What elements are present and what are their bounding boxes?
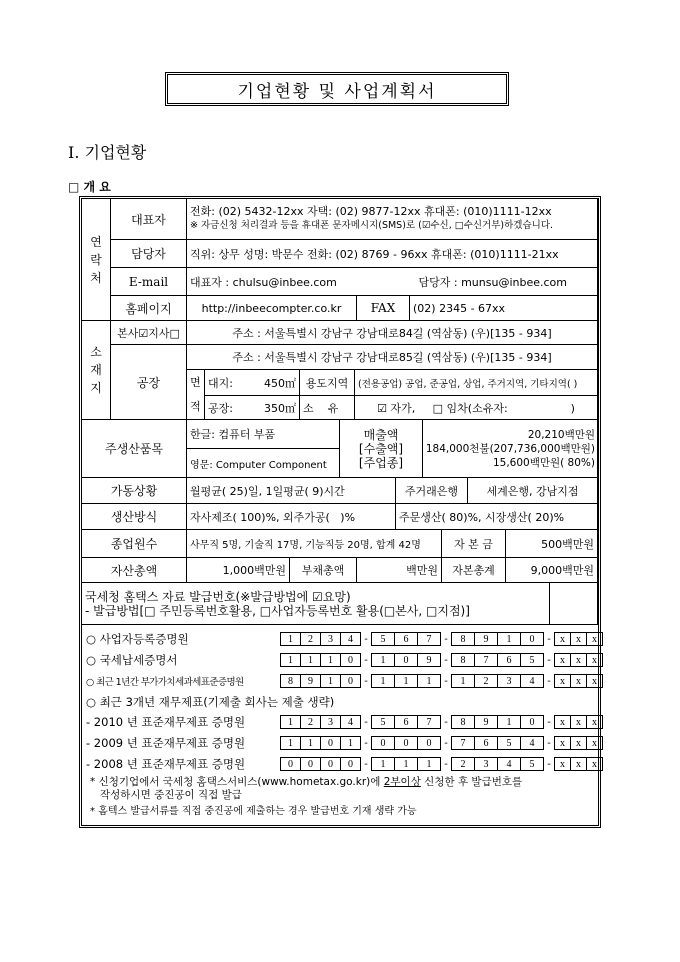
digit-box[interactable]: x <box>592 633 597 645</box>
label-char: 소 <box>90 345 102 359</box>
issue-number-field[interactable] <box>280 631 603 647</box>
location-group-label <box>82 321 111 420</box>
digit-box[interactable]: 9 <box>475 633 498 645</box>
product-label: 주생산품목 <box>82 420 187 478</box>
fax-label: FAX <box>357 296 410 321</box>
dash-separator: - <box>547 633 551 645</box>
digit-group <box>280 632 361 646</box>
ownership-value[interactable]: ☑ 자가, □ 임차(소유자: ) <box>355 396 598 420</box>
digit-box[interactable]: 1 <box>321 675 341 687</box>
digit-group <box>371 757 441 771</box>
factory-area <box>205 396 300 420</box>
debt-value[interactable]: 백만원 <box>357 558 442 583</box>
production-value[interactable]: 자사제조( 100)%, 외주가공( )% <box>187 504 396 530</box>
digit-box[interactable]: 1 <box>372 654 395 666</box>
label-char: 재 <box>90 363 102 377</box>
digit-box[interactable]: 1 <box>452 675 475 687</box>
digit-box[interactable]: 0 <box>529 633 535 645</box>
digit-box[interactable]: x <box>571 654 587 666</box>
sms-consent[interactable]: ※ 자금신청 처리결과 등을 휴대폰 문자메시지(SMS)로 (☑수신, □수신거부)하겠습니다. <box>190 220 554 231</box>
land-area <box>205 370 300 396</box>
digit-box[interactable]: 5 <box>529 654 535 666</box>
ownership-label: 소 유 <box>300 396 355 420</box>
dash-separator: - <box>364 758 368 770</box>
digit-group <box>280 736 361 750</box>
digit-box[interactable]: x <box>592 758 597 770</box>
digit-box[interactable]: 4 <box>529 737 535 749</box>
dash-separator: - <box>444 675 448 687</box>
digit-box[interactable]: 5 <box>529 758 535 770</box>
digit-group <box>280 674 361 688</box>
doc-row-label: ○ 최근 1년간 부가가치세과세표준증명원 <box>86 677 244 688</box>
digit-box[interactable]: 1 <box>426 758 432 770</box>
factory-area-label: 공장: <box>208 401 233 415</box>
dash-separator: - <box>364 675 368 687</box>
digit-box[interactable]: x <box>592 675 597 687</box>
digit-box[interactable]: 2 <box>301 716 321 728</box>
factory-address[interactable]: 주소 : 서울특별시 강남구 강남대로85길 (역삼동) (우)[135 - 934] <box>187 345 598 370</box>
digit-box[interactable]: 0 <box>348 758 353 770</box>
digit-box[interactable]: 5 <box>372 633 395 645</box>
digit-box[interactable]: 1 <box>321 654 341 666</box>
equity-label: 자본총계 <box>442 558 506 583</box>
equity-value[interactable]: 9,000백만원 <box>506 558 598 583</box>
digit-box[interactable]: 0 <box>321 758 341 770</box>
doc-row-label: ○ 최근 3개년 재무제표(기제출 회사는 제출 생략) <box>86 695 335 709</box>
digit-box[interactable]: 1 <box>281 633 301 645</box>
issue-number-field[interactable] <box>280 756 603 772</box>
digit-box[interactable]: x <box>592 654 597 666</box>
digit-box[interactable]: 4 <box>498 758 521 770</box>
issue-number-field[interactable] <box>280 735 603 751</box>
digit-group <box>371 736 441 750</box>
debt-label: 부채총액 <box>290 558 357 583</box>
digit-box[interactable]: x <box>555 633 571 645</box>
doc-row-label: ○ 국세납세증명서 <box>86 653 178 667</box>
digit-box[interactable]: 6 <box>475 737 498 749</box>
digit-group <box>451 757 544 771</box>
product-korean[interactable]: 한글: 컴퓨터 부품 <box>187 420 340 449</box>
doc-row-label: - 2008 년 표준재무제표 증명원 <box>86 757 246 771</box>
digit-group <box>554 757 603 771</box>
digit-box[interactable]: 0 <box>301 758 321 770</box>
issue-number-field[interactable] <box>280 714 603 730</box>
dash-separator: - <box>364 654 368 666</box>
product-english[interactable]: 영문: Computer Component <box>187 449 340 478</box>
employees-label: 종업원수 <box>82 530 187 558</box>
digit-box[interactable]: 2 <box>475 675 498 687</box>
empty-cell <box>550 583 598 625</box>
digit-box[interactable]: 0 <box>348 654 353 666</box>
digit-box[interactable]: 3 <box>321 633 341 645</box>
zone-label: 용도지역 <box>300 370 355 396</box>
digit-box[interactable]: 2 <box>452 758 475 770</box>
hq-branch-checkbox[interactable]: 본사☑지사□ <box>111 321 187 345</box>
email-manager[interactable]: 담당자 : munsu@inbee.com <box>418 275 567 289</box>
digit-box[interactable]: 8 <box>452 633 475 645</box>
digit-box[interactable]: 1 <box>281 654 301 666</box>
label-char: 락 <box>90 252 102 267</box>
note-underline: 2부이상 <box>383 776 421 788</box>
main-industry-value[interactable]: 15,600백만원( 80%) <box>492 456 595 469</box>
dash-separator: - <box>547 675 551 687</box>
capital-label: 자 본 금 <box>442 530 506 558</box>
document-title: 기업현황 및 사업계획서 <box>165 72 509 106</box>
digit-box[interactable]: 0 <box>321 737 341 749</box>
sales-labels <box>340 420 423 478</box>
digit-box[interactable]: 5 <box>372 716 395 728</box>
digit-group <box>451 674 544 688</box>
digit-group <box>280 715 361 729</box>
rep-contact <box>187 199 598 240</box>
digit-box[interactable]: x <box>571 716 587 728</box>
digit-box[interactable]: 6 <box>498 654 521 666</box>
issue-number-field[interactable] <box>280 652 603 668</box>
digit-group <box>371 632 441 646</box>
capital-value[interactable]: 500백만원 <box>506 530 598 558</box>
operation-value[interactable]: 월평균( 25)일, 1일평균( 9)시간 <box>187 478 396 504</box>
digit-box[interactable]: 1 <box>498 633 521 645</box>
digit-box[interactable]: 1 <box>301 654 321 666</box>
digit-group <box>451 715 544 729</box>
digit-box[interactable]: 1 <box>281 737 301 749</box>
email-value <box>187 268 598 296</box>
doc-row-label: ○ 사업자등록증명원 <box>86 632 189 646</box>
dash-separator: - <box>547 716 551 728</box>
fax-value[interactable]: (02) 2345 - 67xx <box>410 296 598 321</box>
dash-separator: - <box>444 716 448 728</box>
digit-box[interactable]: 8 <box>281 675 301 687</box>
rep-phones: 전화: (02) 5432-12xx 자택: (02) 9877-12xx 휴대폰: (010)1111-12xx <box>190 205 552 218</box>
doc-row-label: - 2010 년 표준재무제표 증명원 <box>86 715 246 729</box>
contact-group-label <box>82 199 111 321</box>
export-value[interactable]: 184,000천불(207,736,000백만원) <box>425 442 595 455</box>
digit-box[interactable]: 9 <box>426 654 432 666</box>
manager-label: 담당자 <box>111 240 187 268</box>
digit-box[interactable]: 6 <box>395 633 418 645</box>
digit-group <box>371 674 441 688</box>
digit-box[interactable]: x <box>555 654 571 666</box>
production-label: 생산방식 <box>82 504 187 530</box>
label-char: 연 <box>90 234 102 249</box>
email-rep[interactable]: 대표자 : chulsu@inbee.com <box>190 275 337 289</box>
digit-box[interactable]: 4 <box>529 675 535 687</box>
digit-box[interactable]: 5 <box>498 737 521 749</box>
sales-values <box>423 420 598 478</box>
digit-box[interactable]: 4 <box>348 716 353 728</box>
note-1 <box>90 776 522 802</box>
digit-box[interactable]: 1 <box>372 758 395 770</box>
digit-box[interactable]: 1 <box>301 737 321 749</box>
digit-box[interactable]: x <box>555 716 571 728</box>
digit-group <box>554 632 603 646</box>
digit-group <box>371 653 441 667</box>
digit-group <box>280 653 361 667</box>
digit-box[interactable]: 1 <box>395 675 418 687</box>
digit-box[interactable]: 0 <box>529 716 535 728</box>
digit-box[interactable]: 9 <box>301 675 321 687</box>
land-value[interactable]: 450㎡ <box>264 376 296 390</box>
assets-label: 자산총액 <box>82 558 187 583</box>
digit-box[interactable]: 1 <box>348 737 353 749</box>
digit-box[interactable]: 1 <box>498 716 521 728</box>
dash-separator: - <box>444 633 448 645</box>
digit-box[interactable]: 1 <box>281 716 301 728</box>
dash-separator: - <box>444 758 448 770</box>
digit-box[interactable]: 7 <box>475 654 498 666</box>
land-label: 대지: <box>208 376 233 390</box>
doc-row-label: - 2009 년 표준재무제표 증명원 <box>86 736 246 750</box>
label-char: 적 <box>190 399 201 413</box>
digit-box[interactable]: 2 <box>301 633 321 645</box>
nts-method-checkboxes[interactable]: - 발급방법[□ 주민등록번호활용, □사업자등록번호 활용(□본사, □지점)] <box>85 603 470 618</box>
digit-group <box>554 674 603 688</box>
dash-separator: - <box>444 737 448 749</box>
note-2: * 홈텍스 발급서류를 직접 중진공에 제출하는 경우 발급번호 기재 생략 가능 <box>90 806 417 817</box>
digit-box[interactable]: 0 <box>372 737 395 749</box>
digit-box[interactable]: 3 <box>475 758 498 770</box>
note-text: * 신청기업에서 국세청 홈택스서비스(www.hometax.go.kr)에 <box>90 776 384 788</box>
email-label: E-mail <box>111 268 187 296</box>
export-label: [수출액] <box>358 441 404 456</box>
dash-separator: - <box>547 758 551 770</box>
digit-box[interactable]: 4 <box>348 633 353 645</box>
digit-box[interactable]: 1 <box>372 675 395 687</box>
nts-title: 국세청 홈택스 자료 발급번호(※발급방법에 ☑요망) <box>85 589 351 604</box>
digit-group <box>451 653 544 667</box>
rep-label: 대표자 <box>111 199 187 240</box>
digit-group <box>451 632 544 646</box>
digit-box[interactable]: 0 <box>281 758 301 770</box>
dash-separator: - <box>364 737 368 749</box>
label-char: 처 <box>90 270 102 285</box>
main-industry-label: [주업종] <box>358 455 404 470</box>
hq-address[interactable]: 주소 : 서울특별시 강남구 강남대로84길 (역삼동) (우)[135 - 934] <box>187 321 598 345</box>
digit-box[interactable]: x <box>571 758 587 770</box>
subsection-heading: □ 개 요 <box>68 180 111 194</box>
digit-box[interactable]: 0 <box>395 654 418 666</box>
section-heading: Ⅰ. 기업현황 <box>68 143 147 162</box>
digit-box[interactable]: 0 <box>348 675 353 687</box>
factory-area-value[interactable]: 350㎡ <box>264 401 296 415</box>
homepage-label: 홈페이지 <box>111 296 187 321</box>
dash-separator: - <box>364 716 368 728</box>
digit-group <box>371 715 441 729</box>
manager-value[interactable]: 직위: 상무 성명: 박문수 전화: (02) 8769 - 96xx 휴대폰: (010)1111-21xx <box>187 240 598 268</box>
digit-box[interactable]: x <box>555 758 571 770</box>
bank-value[interactable]: 세계은행, 강남지점 <box>468 478 598 504</box>
label-char: 지 <box>90 381 102 395</box>
note-text: 작성하시면 중진공이 직접 발급 <box>90 789 242 801</box>
digit-box[interactable]: 0 <box>395 737 418 749</box>
production-order-value[interactable]: 주문생산( 80)%, 시장생산( 20)% <box>396 504 598 530</box>
digit-box[interactable]: x <box>571 633 587 645</box>
digit-group <box>554 736 603 750</box>
dash-separator: - <box>364 633 368 645</box>
digit-box[interactable]: 8 <box>452 716 475 728</box>
digit-group <box>554 653 603 667</box>
digit-box[interactable]: 3 <box>498 675 521 687</box>
digit-group <box>451 736 544 750</box>
assets-value[interactable]: 1,000백만원 <box>187 558 290 583</box>
zone-value[interactable]: (전용공업) 공업, 준공업, 상업, 주거지역, 기타지역( ) <box>355 370 598 396</box>
sales-value[interactable]: 20,210백만원 <box>527 428 595 441</box>
digit-box[interactable]: 1 <box>426 675 432 687</box>
digit-box[interactable]: x <box>592 716 597 728</box>
digit-box[interactable]: 7 <box>426 716 432 728</box>
digit-box[interactable]: 9 <box>475 716 498 728</box>
digit-box[interactable]: 1 <box>395 758 418 770</box>
bank-label: 주거래은행 <box>396 478 468 504</box>
factory-label: 공장 <box>111 345 187 420</box>
digit-box[interactable]: 6 <box>395 716 418 728</box>
digit-box[interactable]: 7 <box>452 737 475 749</box>
operation-label: 가동상황 <box>82 478 187 504</box>
employees-value[interactable]: 사무직 5명, 기술직 17명, 기능직등 20명, 합계 42명 <box>187 530 442 558</box>
digit-group <box>280 757 361 771</box>
dash-separator: - <box>547 654 551 666</box>
dash-separator: - <box>444 654 448 666</box>
digit-box[interactable]: x <box>555 675 571 687</box>
note-text: 신청한 후 발급번호를 <box>420 776 523 788</box>
dash-separator: - <box>547 737 551 749</box>
digit-box[interactable]: x <box>571 737 587 749</box>
digit-box[interactable]: 0 <box>426 737 432 749</box>
digit-box[interactable]: x <box>592 737 597 749</box>
digit-group <box>554 715 603 729</box>
label-char: 면 <box>190 375 201 389</box>
digit-box[interactable]: 7 <box>426 633 432 645</box>
digit-box[interactable]: x <box>571 675 587 687</box>
homepage-value[interactable]: http://inbeecompter.co.kr <box>187 296 357 321</box>
sales-label: 매출액 <box>363 427 399 442</box>
digit-box[interactable]: 3 <box>321 716 341 728</box>
area-label <box>187 370 205 420</box>
nts-issue-info <box>82 583 550 625</box>
digit-box[interactable]: 8 <box>452 654 475 666</box>
digit-box[interactable]: x <box>555 737 571 749</box>
issue-number-field[interactable] <box>280 673 603 689</box>
